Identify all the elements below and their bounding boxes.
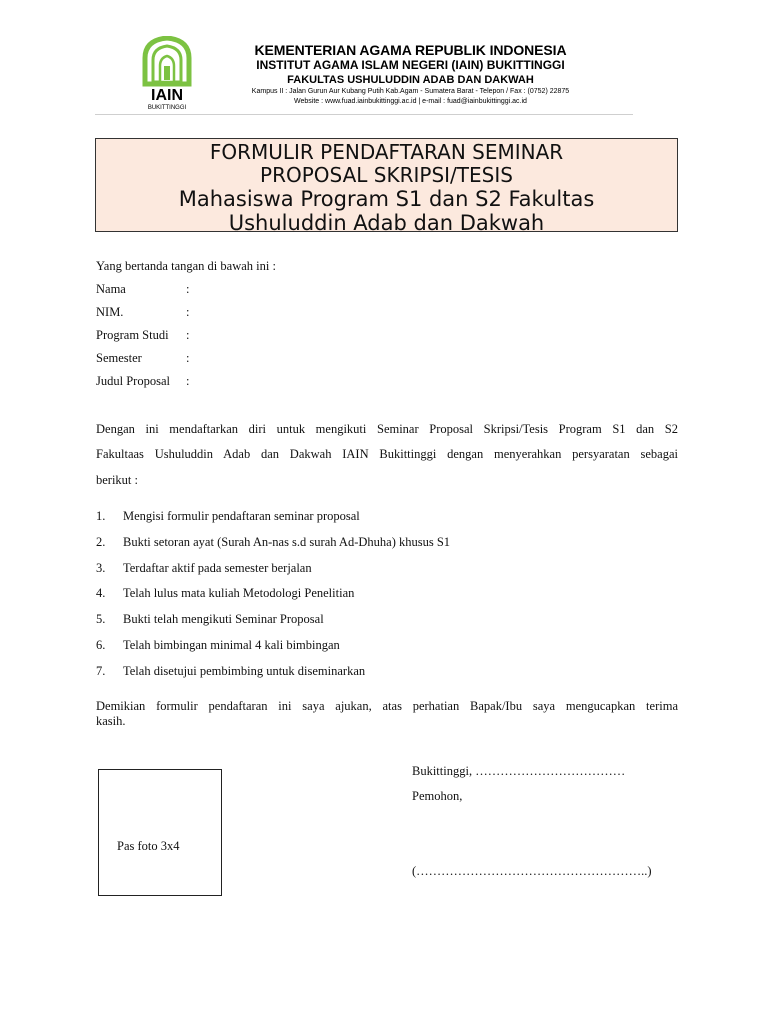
list-item xyxy=(96,509,678,535)
photo-label: Pas foto 3x4 xyxy=(117,839,180,853)
institute-name: INSTITUT AGAMA ISLAM NEGERI (IAIN) BUKITTINGGI xyxy=(256,58,565,72)
list-item xyxy=(96,638,678,664)
field-label-semester: Semester xyxy=(96,351,142,365)
item-text: Bukti telah mengikuti Seminar Proposal xyxy=(123,612,324,627)
place-date-line: Bukittinggi, ……………………………… xyxy=(412,764,626,778)
field-colon: : xyxy=(186,282,190,296)
form-title-box xyxy=(95,138,678,235)
field-colon: : xyxy=(186,351,190,365)
faculty-name: FAKULTAS USHULUDDIN ADAB DAN DAKWAH xyxy=(287,74,534,86)
closing-line1: Demikian formulir pendaftaran ini saya ajukan, atas perhatian Bapak/Ibu saya mengucapkan terima xyxy=(96,699,678,713)
intro-text: Yang bertanda tangan di bawah ini : xyxy=(96,259,276,273)
form-title-line3: Mahasiswa Program S1 dan S2 Fakultas xyxy=(178,187,595,211)
list-item xyxy=(96,612,678,638)
list-item xyxy=(96,561,678,587)
item-number: 2. xyxy=(96,534,106,549)
ministry-name: KEMENTERIAN AGAMA REPUBLIK INDONESIA xyxy=(254,42,567,58)
campus-address: Kampus II : Jalan Gurun Aur Kubang Putih Kab.Agam - Sumatera Barat - Telepon / Fax : (0752) 22875 xyxy=(251,88,570,95)
field-colon: : xyxy=(186,305,190,319)
statement-line3: berikut : xyxy=(96,473,139,487)
logo-text: IAIN xyxy=(151,87,183,104)
item-text: Telah lulus mata kuliah Metodologi Penelitian xyxy=(123,586,355,601)
item-text: Telah disetujui pembimbing untuk diseminarkan xyxy=(123,663,366,678)
form-title-line4: Ushuluddin Adab dan Dakwah xyxy=(228,211,545,235)
item-text: Terdaftar aktif pada semester berjalan xyxy=(123,560,312,575)
form-title-line1: FORMULIR PENDAFTARAN SEMINAR xyxy=(209,140,564,164)
item-number: 1. xyxy=(96,509,106,523)
field-colon: : xyxy=(186,328,190,342)
item-number: 7. xyxy=(96,663,106,678)
closing-line2: kasih. xyxy=(96,714,126,728)
form-title-line2: PROPOSAL SKRIPSI/TESIS xyxy=(260,163,513,187)
list-item xyxy=(96,664,678,690)
statement-line1: Dengan ini mendaftarkan diri untuk mengikuti Seminar Proposal Skripsi/Tesis Program S1 dan S2 xyxy=(96,422,678,436)
photo-box xyxy=(98,769,222,896)
applicant-label: Pemohon, xyxy=(412,789,463,803)
website-email: Website : www.fuad.iainbukittinggi.ac.id | e-mail : fuad@iainbukittinggi.ac.id xyxy=(294,98,527,105)
item-number: 3. xyxy=(96,560,106,575)
logo-subtext: BUKITTINGGI xyxy=(147,105,187,111)
letterhead-text xyxy=(203,42,618,107)
field-colon: : xyxy=(186,374,190,388)
field-label-program-studi: Program Studi xyxy=(96,328,169,342)
field-label-nim: NIM. xyxy=(96,305,124,319)
item-number: 4. xyxy=(96,586,106,601)
iain-logo xyxy=(139,36,195,112)
signature-name-line: (………………………………………………..) xyxy=(412,864,652,878)
item-text: Mengisi formulir pendaftaran seminar proposal xyxy=(123,509,360,523)
list-item xyxy=(96,535,678,561)
item-text: Telah bimbingan minimal 4 kali bimbingan xyxy=(123,637,340,652)
requirements-list xyxy=(96,509,678,690)
item-number: 6. xyxy=(96,637,106,652)
item-number: 5. xyxy=(96,612,106,627)
item-text: Bukti setoran ayat (Surah An-nas s.d surah Ad-Dhuha) khusus S1 xyxy=(123,534,451,549)
statement-line2: Fakultaas Ushuluddin Adab dan Dakwah IAIN Bukittinggi dengan menyerahkan persyaratan sebagai xyxy=(96,447,678,461)
letterhead-divider xyxy=(95,114,633,115)
field-label-judul-proposal: Judul Proposal xyxy=(96,374,170,388)
letterhead xyxy=(95,36,633,114)
list-item xyxy=(96,586,678,612)
field-label-nama: Nama xyxy=(96,282,126,296)
